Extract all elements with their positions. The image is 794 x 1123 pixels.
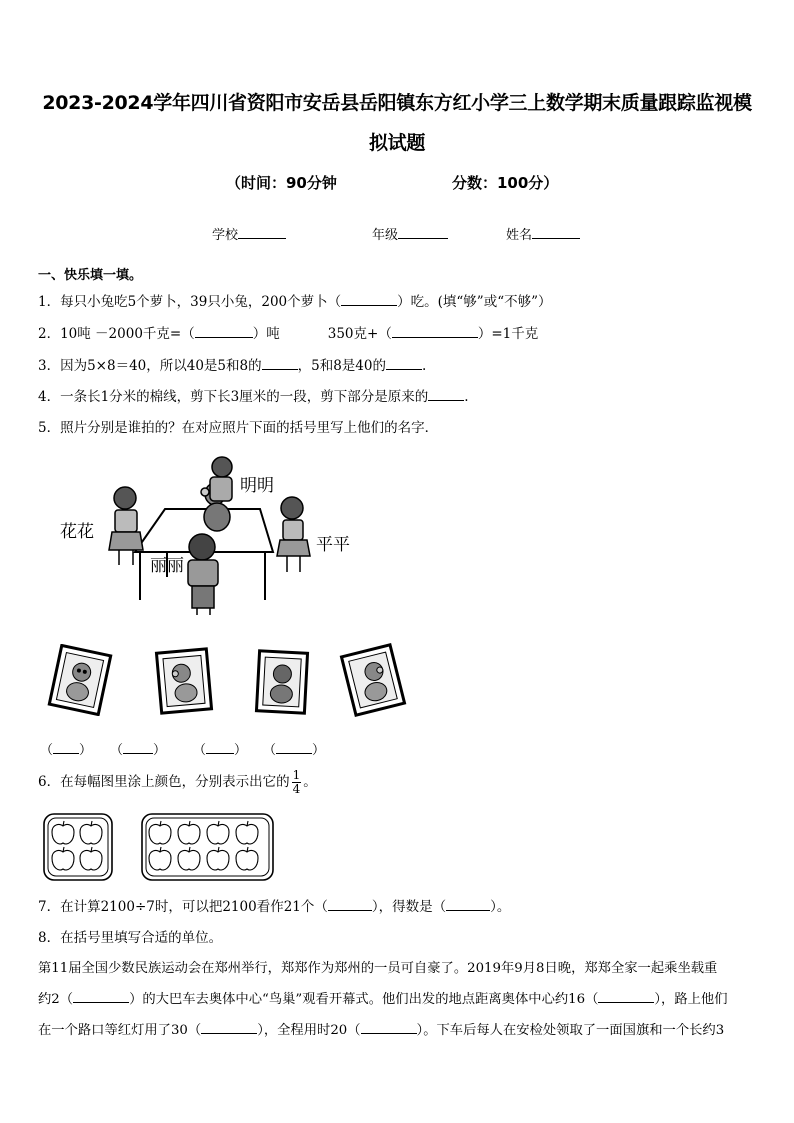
title-line-2: 拟试题 [368,132,426,154]
child-lili-illustration [188,534,218,615]
photo-3-answer[interactable]: （ ） [193,743,248,758]
photo-frame-4 [338,642,408,718]
q2-answer-blank-1[interactable] [195,325,253,338]
photo-2-answer[interactable]: （ ） [110,743,167,758]
photo-frame-2 [152,645,216,717]
question-8-line-2: 约2（ ）的大巴车去奥体中心“鸟巢”观看开幕式。他们出发的地点距离奥体中心约16（ ），路上他们 [38,992,728,1007]
child-pingping-illustration [277,497,310,572]
question-6: 6．在每幅图里涂上颜色，分别表示出它的 $\frac{1}{4}$ 。 [38,768,317,796]
question-8-line-3: 在一个路口等红灯用了30（ ），全程用时20（ ）。下车后每人在安检处领取了一面国旗和一个长约3 [38,1023,725,1038]
name-label-pingping: 平平 [316,535,350,555]
photo-1-answer[interactable]: （ ） [40,743,93,758]
question-8-line-1: 第11届全国少数民族运动会在郑州举行，郑郑作为郑州的一员可自豪了。2019年9月8日晚，郑郑全家一起乘坐载重 [38,961,718,976]
exam-score: 分数：100分） [452,174,559,192]
q4-answer-blank[interactable] [428,388,464,401]
name-label-lili: 丽丽 [150,556,184,576]
school-label: 学校 [212,228,239,243]
question-2: 2．10吨 －2000千克=（ ）吨 350克+（ ）=1千克 [38,326,539,342]
photo-frame-1 [45,644,115,716]
apple-box-4[interactable] [42,812,114,882]
grade-label: 年级 [372,228,399,243]
q8-blank-3[interactable] [201,1021,257,1034]
q7-answer-blank-1[interactable] [328,898,372,911]
q8-blank-2[interactable] [598,990,654,1003]
title-line-1: 2023-2024学年四川省资阳市安岳县岳阳镇东方红小学三上数学期末质量跟踪监视模 [42,92,752,114]
q7-answer-blank-2[interactable] [446,898,490,911]
question-5: 5．照片分别是谁拍的？在对应照片下面的括号里写上他们的名字． [38,420,439,436]
q8-blank-4[interactable] [361,1021,417,1034]
child-huahua-illustration [109,487,143,565]
photo-4-answer[interactable]: （ ） [263,743,326,758]
question-1: 1．每只小兔吃5个萝卜，39只小兔，200个萝卜（ ）吃。(填“够”或“不够”） [38,294,552,310]
question-8-title: 8．在括号里填写合适的单位。 [38,930,223,946]
fraction-one-quarter: $\frac{1}{4}$ [292,768,301,796]
name-field[interactable] [506,224,580,243]
exam-time: （时间：90分钟 [226,174,337,192]
apple-box-8[interactable] [140,812,275,882]
q8-blank-1[interactable] [73,990,129,1003]
question-3: 3．因为5×8＝40，所以40是5和8的 ，5和8是40的 . [38,358,427,374]
question-7: 7．在计算2100÷7时，可以把2100看作21个（ ），得数是（ ）。 [38,899,511,915]
section-1-title: 一、快乐填一填。 [38,268,143,283]
school-field[interactable] [212,224,286,243]
name-label-huahua: 花花 [60,522,94,542]
grade-field[interactable] [372,224,448,243]
name-label: 姓名 [506,228,533,243]
photo-frame-3 [254,646,310,718]
question-4: 4．一条长1分米的棉线，剪下长3厘米的一段，剪下部分是原来的 . [38,389,469,405]
name-label-mingming: 明明 [240,476,274,496]
q2-answer-blank-2[interactable] [392,325,478,338]
q3-answer-blank-2[interactable] [386,357,422,370]
q1-answer-blank[interactable] [341,293,397,306]
q3-answer-blank-1[interactable] [262,357,298,370]
child-mingming-illustration [210,457,232,501]
